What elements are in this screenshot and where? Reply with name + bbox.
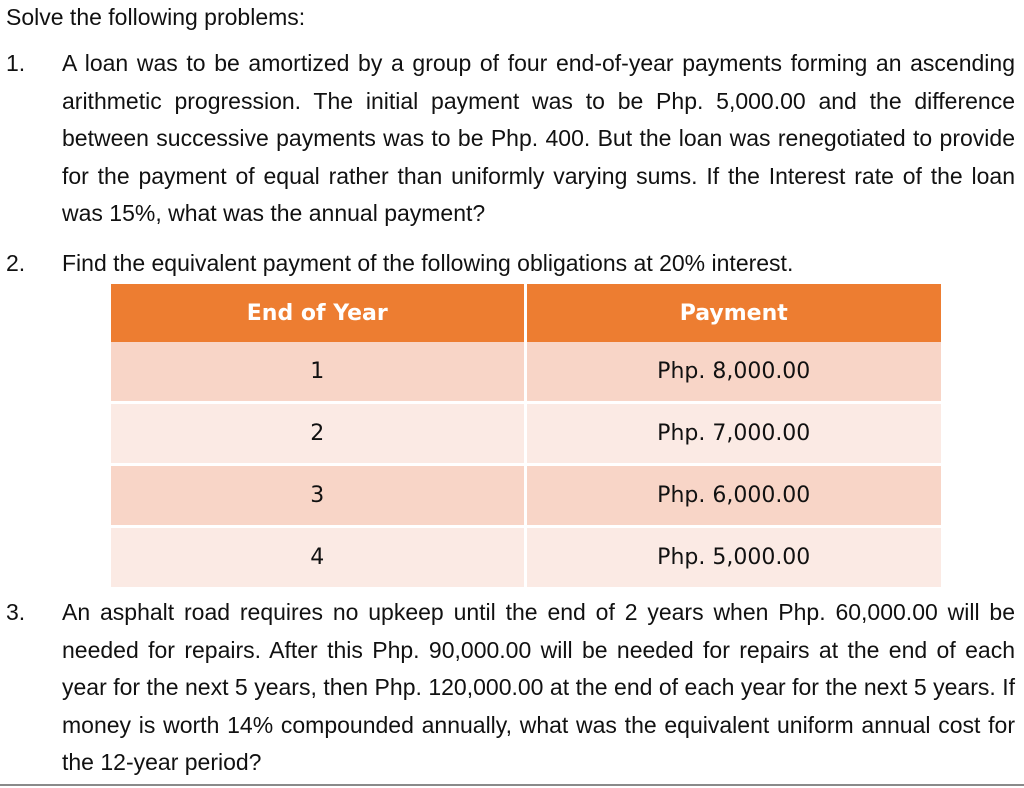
cell-year: 1 (111, 342, 525, 403)
cell-payment: Php. 8,000.00 (525, 342, 941, 403)
cell-year: 2 (111, 403, 525, 465)
column-header-payment: Payment (525, 284, 941, 342)
table-row (111, 527, 941, 588)
cell-year: 4 (111, 527, 525, 588)
payment-schedule-table (111, 284, 941, 587)
table-row (111, 403, 941, 465)
cell-year: 3 (111, 465, 525, 527)
problem-2-number: 2. (6, 250, 26, 276)
table-row (111, 342, 941, 403)
column-header-end-of-year: End of Year (111, 284, 525, 342)
problem-1-number: 1. (6, 50, 26, 76)
problem-3-number: 3. (6, 599, 26, 625)
cell-payment: Php. 7,000.00 (525, 403, 941, 465)
cell-payment: Php. 6,000.00 (525, 465, 941, 527)
table-header-row (111, 284, 941, 342)
cell-payment: Php. 5,000.00 (525, 527, 941, 588)
problem-2-text: Find the equivalent payment of the following obligations at 20% interest. (62, 250, 794, 276)
bottom-divider (0, 784, 1024, 786)
table-row (111, 465, 941, 527)
problem-1-text: A loan was to be amortized by a group of four end-of-year payments forming an ascending arithmetic progression. The initial payment was to be Php. 5,000.00 and the difference between successive payments was to be Php. 400. But the loan was renegotiated to provide for the payment of equal rather than uniformly varying sums. If the Interest rate of the loan was 15%, what was the annual payment? (62, 50, 1015, 226)
page-title: Solve the following problems: (6, 4, 306, 30)
problem-3-text: An asphalt road requires no upkeep until the end of 2 years when Php. 60,000.00 will be needed for repairs. After this Php. 90,000.00 will be needed for repairs at the end of each year for the next 5 years, then Php. 120,000.00 at the end of each year for the next 5 years. If money is worth 14% compounded annually, what was the equivalent uniform annual cost for the 12-year period? (62, 599, 1015, 775)
